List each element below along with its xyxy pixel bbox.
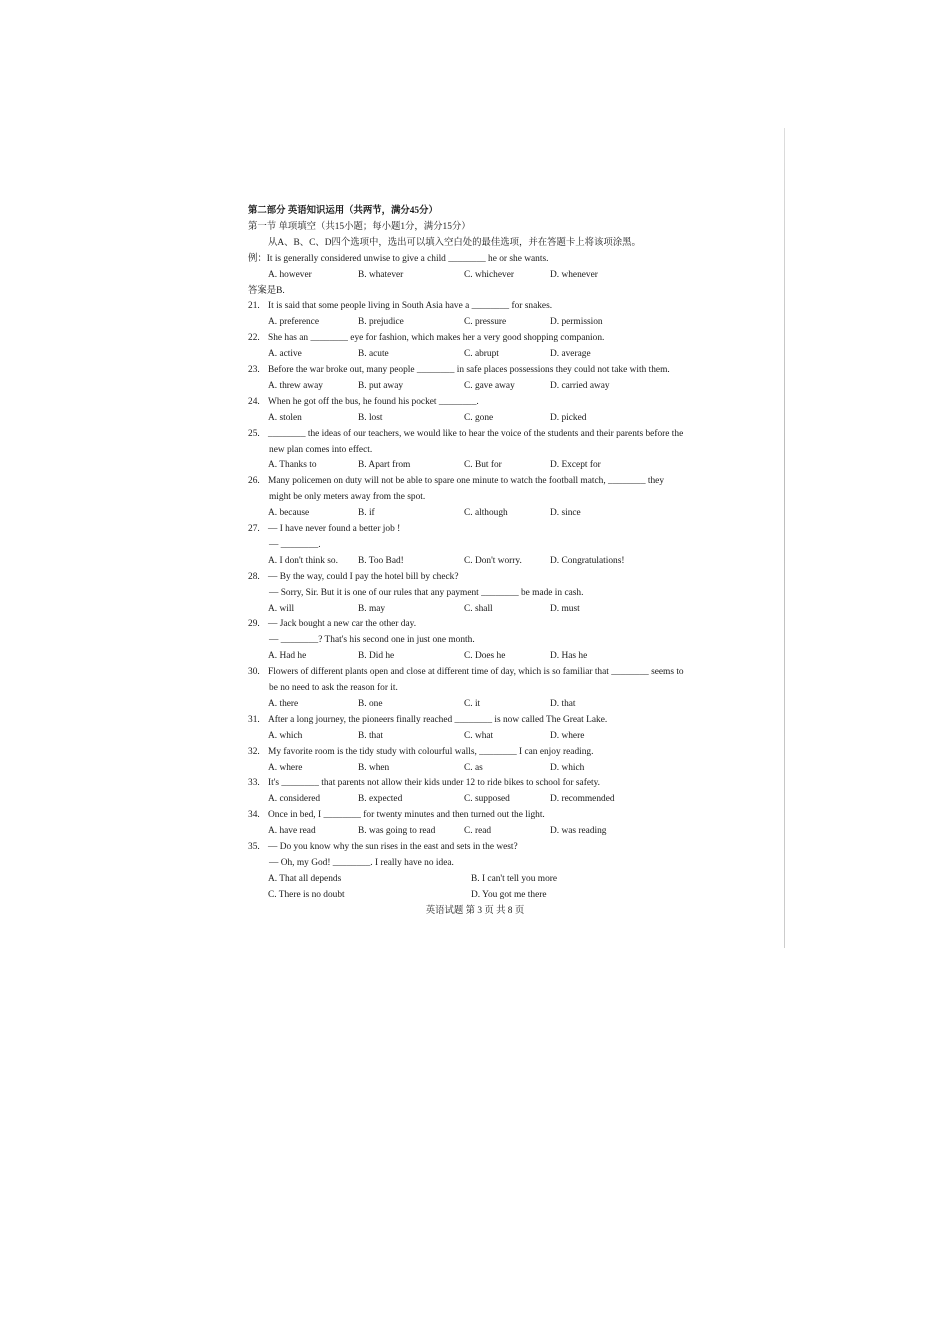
question-stem: [248, 776, 754, 792]
scan-edge-line: [784, 128, 785, 948]
option-b: B. I can't tell you more: [471, 873, 558, 884]
part-heading: 第二部分 英语知识运用（共两节，满分45分）: [248, 206, 438, 216]
question-number: 23.: [248, 365, 260, 376]
question-stem: [248, 427, 754, 443]
option-d: D. must: [550, 603, 580, 614]
option-d: D. permission: [550, 317, 603, 328]
option-a: A. stolen: [268, 412, 302, 423]
question-options: [248, 458, 754, 474]
question-stem-continued: be no need to ask the reason for it.: [269, 683, 398, 694]
question-text: — By the way, could I pay the hotel bill by check?: [268, 571, 459, 582]
option-c: C. shall: [464, 603, 493, 614]
option-d: D. recommended: [550, 794, 615, 805]
option-d: D. since: [550, 508, 581, 519]
question-text: — Do you know why the sun rises in the east and sets in the west?: [268, 842, 518, 853]
question-options: [248, 649, 754, 665]
question-text: Before the war broke out, many people ________ in safe places possessions they could not take with them.: [268, 365, 670, 376]
question-stem: [248, 808, 754, 824]
question-text: When he got off the bus, he found his pocket ________.: [268, 396, 479, 407]
question-options: [248, 761, 754, 777]
option-b: B. put away: [358, 380, 404, 391]
question-stem: [248, 840, 754, 856]
option-d: D. Has he: [550, 651, 588, 662]
question-number: 31.: [248, 714, 260, 725]
question-options: [248, 506, 754, 522]
question-stem: [248, 474, 754, 490]
question-text: She has an ________ eye for fashion, which makes her a very good shopping companion.: [268, 333, 605, 344]
option-b: B. one: [358, 698, 383, 709]
question-number: 21.: [248, 301, 260, 312]
option-a: A. considered: [268, 794, 321, 805]
question-options: [248, 824, 754, 840]
question-stem-continued: — Oh, my God! ________. I really have no idea.: [269, 857, 454, 868]
question-stem-continued: — ________.: [269, 539, 321, 550]
question-options: [248, 729, 754, 745]
page-footer: 英语试题 第 3 页 共 8 页: [425, 906, 525, 916]
question-text: Once in bed, I ________ for twenty minutes and then turned out the light.: [268, 810, 545, 821]
option-a: A. Had he: [268, 651, 307, 662]
question-number: 34.: [248, 810, 260, 821]
question-number: 27.: [248, 524, 260, 535]
option-a: A. however: [268, 269, 312, 280]
question-stem-continued: — Sorry, Sir. But it is one of our rules that any payment ________ be made in cash.: [269, 587, 584, 598]
option-c: C. abrupt: [464, 349, 499, 360]
question-number: 35.: [248, 842, 260, 853]
question-stem: [248, 363, 754, 379]
example-answer: 答案是B.: [248, 285, 285, 296]
option-d: D. Congratulations!: [550, 555, 625, 566]
example-stem: 例：It is generally considered unwise to give a child ________ he or she wants.: [248, 253, 549, 264]
option-d: D. average: [550, 349, 591, 360]
option-b: B. expected: [358, 794, 403, 805]
option-d: D. carried away: [550, 380, 610, 391]
question-stem: [248, 331, 754, 347]
option-c: C. what: [464, 730, 494, 741]
option-d: D. picked: [550, 412, 587, 423]
option-c: C. pressure: [464, 317, 507, 328]
question-stem: [248, 745, 754, 761]
question-options: [248, 792, 754, 808]
question-text: Many policemen on duty will not be able to spare one minute to watch the football match, ________ they: [268, 476, 665, 487]
option-a: A. active: [268, 349, 302, 360]
question-stem: [248, 570, 754, 586]
question-text: After a long journey, the pioneers finally reached ________ is now called The Great Lake.: [268, 714, 608, 725]
option-b: B. acute: [358, 349, 389, 360]
option-c: C. Does he: [464, 651, 506, 662]
question-stem: [248, 617, 754, 633]
option-c: C. gave away: [464, 380, 515, 391]
question-stem-continued: new plan comes into effect.: [269, 444, 373, 455]
option-c: C. read: [464, 826, 492, 837]
question-text: — Jack bought a new car the other day.: [268, 619, 417, 630]
option-b: B. Did he: [358, 651, 395, 662]
exam-page: [248, 204, 754, 904]
option-b: B. Too Bad!: [358, 555, 404, 566]
option-b: B. lost: [358, 412, 383, 423]
option-c: C. But for: [464, 460, 502, 471]
question-stem: [248, 299, 754, 315]
option-a: A. will: [268, 603, 295, 614]
question-stem: [248, 665, 754, 681]
option-c: C. gone: [464, 412, 494, 423]
question-number: 24.: [248, 396, 260, 407]
option-a: A. threw away: [268, 380, 323, 391]
option-c: C. supposed: [464, 794, 510, 805]
question-stem-continued: — ________? That's his second one in just one month.: [269, 635, 475, 646]
option-a: A. there: [268, 698, 299, 709]
option-b: B. whatever: [358, 269, 404, 280]
question-text: It is said that some people living in South Asia have a ________ for snakes.: [268, 301, 553, 312]
option-a: A. because: [268, 508, 310, 519]
question-number: 32.: [248, 746, 260, 757]
question-options: [248, 379, 754, 395]
question-options: [248, 411, 754, 427]
question-options: [248, 872, 754, 888]
question-options: [248, 554, 754, 570]
question-text: My favorite room is the tidy study with colourful walls, ________ I can enjoy reading.: [268, 746, 594, 757]
option-b: B. prejudice: [358, 317, 404, 328]
question-text: ________ the ideas of our teachers, we would like to hear the voice of the students and their parents before the: [268, 428, 684, 439]
question-text: — I have never found a better job !: [268, 524, 401, 535]
question-number: 30.: [248, 667, 260, 678]
question-number: 25.: [248, 428, 260, 439]
option-d: D. whenever: [550, 269, 598, 280]
instruction-text: 从A、B、C、D四个选项中，选出可以填入空白处的最佳选项，并在答题卡上将该项涂黑。: [268, 237, 641, 248]
option-d: D. which: [550, 762, 585, 773]
question-number: 26.: [248, 476, 260, 487]
question-number: 29.: [248, 619, 260, 630]
option-b: B. if: [358, 508, 375, 519]
option-c: C. as: [464, 762, 483, 773]
option-d: D. that: [550, 698, 576, 709]
option-a: A. preference: [268, 317, 320, 328]
option-c: C. it: [464, 698, 481, 709]
option-d: D. where: [550, 730, 585, 741]
option-a: A. have read: [268, 826, 316, 837]
option-b: B. may: [358, 603, 386, 614]
question-number: 22.: [248, 333, 260, 344]
option-d: D. Except for: [550, 460, 601, 471]
question-number: 33.: [248, 778, 260, 789]
option-a: A. which: [268, 730, 303, 741]
question-options: [248, 697, 754, 713]
section-heading: 第一节 单项填空（共15小题；每小题1分，满分15分）: [248, 221, 471, 232]
option-c: C. There is no doubt: [268, 889, 345, 900]
option-c: C. Don't worry.: [464, 555, 522, 566]
question-number: 28.: [248, 571, 260, 582]
question-options: [248, 602, 754, 618]
question-stem: [248, 395, 754, 411]
option-a: A. Thanks to: [268, 460, 317, 471]
option-d: D. was reading: [550, 826, 607, 837]
question-options: [248, 347, 754, 363]
option-b: B. that: [358, 730, 383, 741]
option-b: B. was going to read: [358, 826, 436, 837]
option-c: C. whichever: [464, 269, 514, 280]
option-a: A. where: [268, 762, 303, 773]
question-list: [248, 299, 754, 903]
option-d: D. You got me there: [471, 889, 547, 900]
question-text: It's ________ that parents not allow their kids under 12 to ride bikes to school for safety.: [268, 778, 601, 789]
question-stem: [248, 522, 754, 538]
question-options: [248, 315, 754, 331]
question-stem-continued: might be only meters away from the spot.: [269, 492, 426, 503]
question-stem: [248, 713, 754, 729]
option-a: A. I don't think so.: [268, 555, 338, 566]
question-text: Flowers of different plants open and close at different time of day, which is so familiar that ________ seems to: [268, 667, 684, 678]
option-c: C. although: [464, 508, 508, 519]
option-b: B. when: [358, 762, 390, 773]
option-a: A. That all depends: [268, 873, 342, 884]
option-b: B. Apart from: [358, 460, 411, 471]
example-options: [248, 268, 754, 284]
